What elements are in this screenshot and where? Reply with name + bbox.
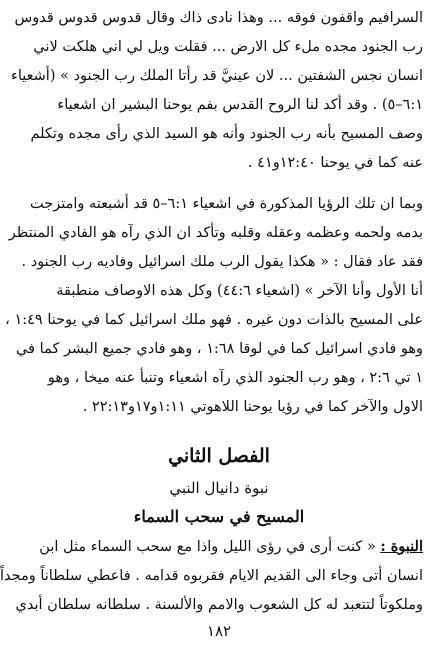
paragraph-first-and-last (5, 190, 423, 422)
text-line: وبما ان تلك الرؤيا المذكورة في اشعياء ٦:١–٥ قد أشبعته وامتزجت (30, 196, 423, 212)
text-line: رب الجنود مجده ملء كل الارض ... فقلت ويل لي اني هلكت لاني (33, 39, 423, 55)
paragraph-isaiah-vision (11, 4, 423, 178)
book-page (0, 4, 423, 641)
text-line: أنا الأول وأنا الآخر » (اشعياء ٤٤:٦) وكل هذه الاوصاف منطبقة (56, 283, 423, 299)
text-line: وصف المسيح بأنه رب الجنود وأنه هو السيد الذي رأى مجده وتكلم (30, 126, 423, 142)
section-title: المسيح في سحب السماء (133, 507, 305, 526)
text-line: انسان أتى وجاء الى القديم الايام فقربوه قدامه . فاعطي سلطاناً ومجداً (0, 568, 423, 584)
chapter-subtitle: نبوة دانيال النبي (169, 479, 269, 497)
chapter-title: الفصل الثاني (168, 445, 270, 467)
text-line: الاول والآخر كما في رؤيا يوحنا اللاهوتي ١:١١و١٧و٢٢:١٣ . (82, 399, 423, 415)
text-line (15, 532, 423, 562)
text-line: ٦:١–٥) . وقد أكد لنا الروح القدس بفم يوحنا البشير ان اشعياء (57, 97, 423, 113)
text-line: على المسيح بالذات دون غيره . فهو ملك اسرائيل كما في يوحنا ١:٤٩ ، (5, 312, 423, 328)
text-line: السرافيم واقفون فوقه ... وهذا نادى ذاك وقال قدوس قدوس قدوس (14, 10, 423, 26)
text-line: ١ تي ٢:٦ ، وهو رب الجنود الذي رآه اشعياء وتنبأ عنه ميخا ، وهو (47, 370, 423, 386)
text-line: وهو فادي اسرائيل كما في لوقا ١:٦٨ ، وهو فادي جميع البشر كما في (16, 341, 423, 357)
prophecy-text: « كنت أرى في رؤى الليل واذا مع سحب السماء مثل ابن (39, 539, 381, 555)
paragraph-prophecy (0, 532, 423, 620)
text-line: انسان نجس الشفتين ... لان عينيَّ قد رأتا الملك رب الجنود » (أشعياء (11, 68, 423, 84)
text-line: وملكوتاً لتتعبد له كل الشعوب والامم والألسنة . سلطانه سلطان أبدي (15, 597, 423, 613)
page-number: ١٨٢ (206, 622, 232, 640)
text-line: فقد عاد فقال : « هكذا يقول الرب ملك اسرائيل وفاديه رب الجنود . (21, 254, 423, 270)
text-line: بدمه ولحمه وعظمه وعقله وقلبه وتأكد ان الذي رآه هو الفادي المنتظر (8, 225, 423, 241)
text-line: عنه كما في يوحنا ١٢:٤٠و٤١ . (247, 155, 423, 171)
prophecy-label: النبوة : (380, 538, 423, 555)
